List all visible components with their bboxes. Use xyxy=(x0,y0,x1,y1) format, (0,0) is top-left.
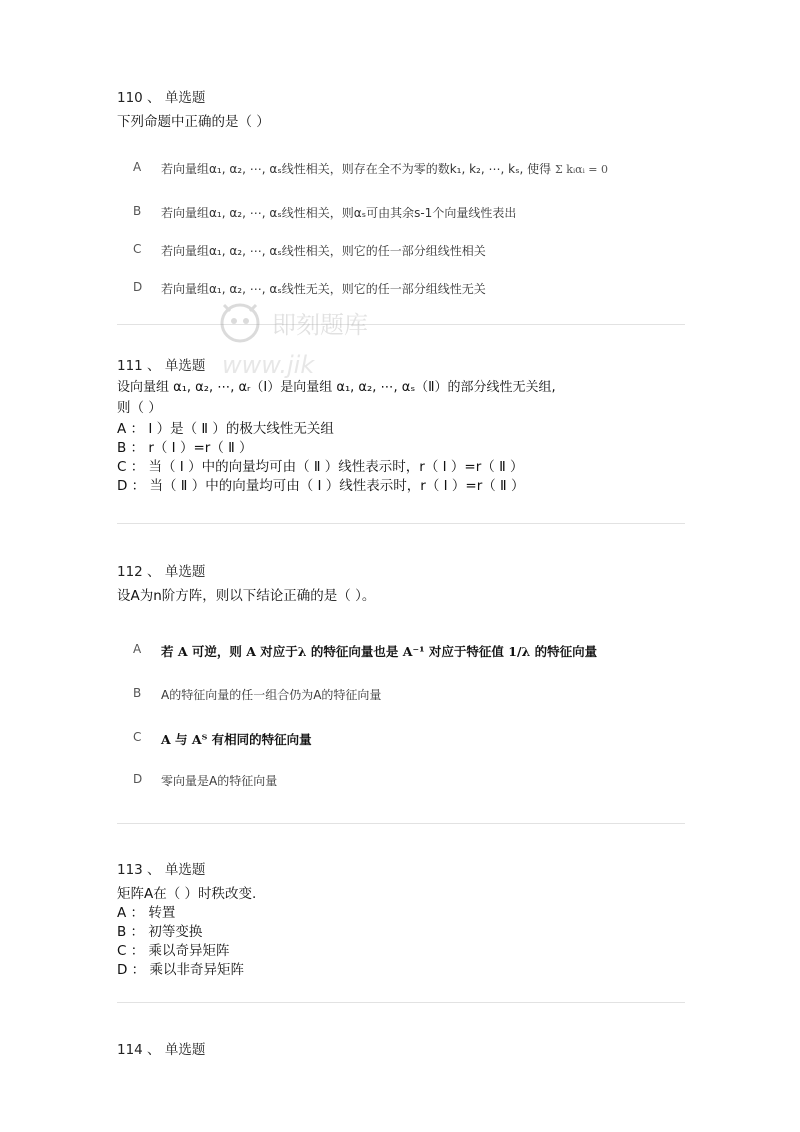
option-letter: D xyxy=(133,772,143,786)
option-d[interactable]: D ： 乘以非奇异矩阵 xyxy=(117,962,244,978)
question-112 xyxy=(117,562,685,606)
options-112 xyxy=(117,640,685,800)
question-header: 113 、 单选题 xyxy=(117,862,206,878)
options-110 xyxy=(117,148,685,308)
question-stem: 设A为n阶方阵，则以下结论正确的是（ ）。 xyxy=(117,588,376,604)
option-letter: B xyxy=(133,204,142,218)
option-c[interactable]: C ： 当（ Ⅰ ）中的向量均可由（ Ⅱ ）线性表示时，r（ Ⅰ ）=r（ Ⅱ ） xyxy=(117,459,524,475)
question-113 xyxy=(117,860,685,980)
option-text: 若 A 可逆，则 A 对应于λ 的特征向量也是 A⁻¹ 对应于特征值 1/λ 的特征向量 xyxy=(161,644,598,659)
question-stem: 矩阵A在（ ）时秩改变. xyxy=(117,886,257,902)
divider xyxy=(117,523,685,524)
option-text xyxy=(161,160,608,177)
option-text: 若向量组α₁, α₂, ⋯, αₛ线性相关，则它的任一部分组线性相关 xyxy=(161,244,486,258)
divider xyxy=(117,324,685,325)
option-text: A的特征向量的任一组合仍为A的特征向量 xyxy=(161,688,382,702)
option-a[interactable]: A ： 转置 xyxy=(117,905,176,921)
divider xyxy=(117,823,685,824)
option-letter: D xyxy=(133,280,143,294)
question-114 xyxy=(117,1040,685,1060)
option-a[interactable]: A ： Ⅰ ）是（ Ⅱ ）的极大线性无关组 xyxy=(117,421,334,437)
question-header: 111 、 单选题 xyxy=(117,358,206,374)
question-110 xyxy=(117,88,685,132)
divider xyxy=(117,1002,685,1003)
watermark-url: www.jik xyxy=(222,351,315,379)
question-header: 114 、 单选题 xyxy=(117,1042,206,1058)
question-111 xyxy=(117,356,685,496)
option-text: 若向量组α₁, α₂, ⋯, αₛ线性相关，则αₛ可由其余s-1个向量线性表出 xyxy=(161,206,517,220)
question-stem-line2: 则（ ） xyxy=(117,400,162,416)
question-header: 110 、 单选题 xyxy=(117,90,206,106)
option-text: 若向量组α₁, α₂, ⋯, αₛ线性无关，则它的任一部分组线性无关 xyxy=(161,282,486,296)
option-c[interactable]: C ： 乘以奇异矩阵 xyxy=(117,943,230,959)
option-letter: A xyxy=(133,642,142,656)
option-letter: B xyxy=(133,686,142,700)
option-text-content: 若向量组α₁, α₂, ⋯, αₛ线性相关，则存在全不为零的数k₁, k₂, ⋯, kₛ, 使得 xyxy=(161,162,552,176)
option-text: 零向量是A的特征向量 xyxy=(161,774,278,788)
option-b[interactable]: B ： r（ Ⅰ ）=r（ Ⅱ ） xyxy=(117,440,253,456)
option-d[interactable]: D ： 当（ Ⅱ ）中的向量均可由（ Ⅰ ）线性表示时，r（ Ⅰ ）=r（ Ⅱ ） xyxy=(117,478,525,494)
question-stem-line1: 设向量组 α₁, α₂, ⋯, αᵣ（Ⅰ）是向量组 α₁, α₂, ⋯, αₛ（Ⅱ）的部分线性无关组, xyxy=(117,380,556,395)
option-b[interactable]: B ： 初等变换 xyxy=(117,924,203,940)
sum-formula: Σ kᵢαᵢ = 0 xyxy=(555,163,609,176)
watermark-text: 即刻题库 xyxy=(272,311,368,339)
option-letter: A xyxy=(133,160,142,174)
option-text: A 与 Aᵀ 有相同的特征向量 xyxy=(161,732,312,747)
question-stem: 下列命题中正确的是（ ） xyxy=(117,114,270,130)
question-header: 112 、 单选题 xyxy=(117,564,206,580)
option-letter: C xyxy=(133,242,142,256)
option-letter: C xyxy=(133,730,142,744)
